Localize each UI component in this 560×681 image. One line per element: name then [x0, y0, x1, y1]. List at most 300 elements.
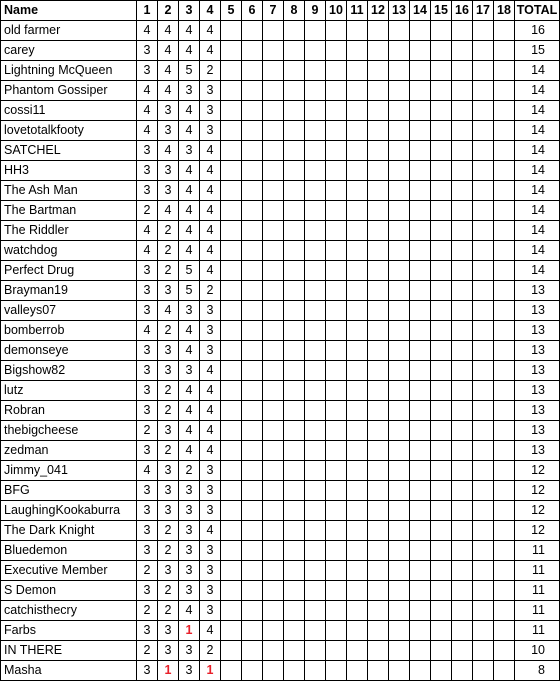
empty-round-cell [431, 201, 452, 221]
empty-round-cell [494, 641, 515, 661]
total-score: 11 [515, 561, 560, 581]
empty-round-cell [284, 341, 305, 361]
total-score: 13 [515, 281, 560, 301]
empty-round-cell [494, 181, 515, 201]
round-score: 4 [179, 101, 200, 121]
empty-round-cell [242, 581, 263, 601]
empty-round-cell [263, 81, 284, 101]
round-score: 4 [179, 601, 200, 621]
empty-round-cell [431, 481, 452, 501]
round-score: 4 [200, 401, 221, 421]
empty-round-cell [431, 181, 452, 201]
empty-round-cell [326, 461, 347, 481]
empty-round-cell [368, 221, 389, 241]
header-round-17: 17 [473, 1, 494, 21]
table-row [1, 421, 560, 441]
empty-round-cell [305, 441, 326, 461]
empty-round-cell [389, 321, 410, 341]
empty-round-cell [326, 221, 347, 241]
total-score: 13 [515, 401, 560, 421]
empty-round-cell [473, 461, 494, 481]
empty-round-cell [242, 241, 263, 261]
empty-round-cell [473, 381, 494, 401]
empty-round-cell [347, 461, 368, 481]
empty-round-cell [221, 421, 242, 441]
empty-round-cell [368, 101, 389, 121]
round-score: 3 [179, 141, 200, 161]
empty-round-cell [389, 61, 410, 81]
empty-round-cell [221, 501, 242, 521]
empty-round-cell [284, 41, 305, 61]
empty-round-cell [347, 481, 368, 501]
empty-round-cell [473, 521, 494, 541]
empty-round-cell [452, 281, 473, 301]
round-score: 2 [137, 601, 158, 621]
empty-round-cell [242, 401, 263, 421]
empty-round-cell [221, 361, 242, 381]
empty-round-cell [326, 61, 347, 81]
empty-round-cell [389, 241, 410, 261]
empty-round-cell [284, 21, 305, 41]
round-score: 2 [158, 521, 179, 541]
table-row [1, 621, 560, 641]
empty-round-cell [305, 621, 326, 641]
round-score: 3 [137, 441, 158, 461]
empty-round-cell [494, 581, 515, 601]
empty-round-cell [473, 61, 494, 81]
table-row [1, 201, 560, 221]
empty-round-cell [242, 481, 263, 501]
empty-round-cell [494, 561, 515, 581]
empty-round-cell [452, 321, 473, 341]
empty-round-cell [452, 441, 473, 461]
round-score: 3 [179, 641, 200, 661]
empty-round-cell [284, 301, 305, 321]
empty-round-cell [305, 381, 326, 401]
round-score: 4 [158, 81, 179, 101]
empty-round-cell [494, 201, 515, 221]
round-score: 3 [200, 541, 221, 561]
empty-round-cell [368, 441, 389, 461]
round-score: 3 [200, 321, 221, 341]
empty-round-cell [326, 341, 347, 361]
table-row [1, 461, 560, 481]
player-name: Robran [1, 401, 137, 421]
total-score: 14 [515, 241, 560, 261]
empty-round-cell [452, 661, 473, 681]
empty-round-cell [494, 81, 515, 101]
empty-round-cell [305, 261, 326, 281]
empty-round-cell [431, 321, 452, 341]
empty-round-cell [452, 481, 473, 501]
player-name: HH3 [1, 161, 137, 181]
round-score: 1 [200, 661, 221, 681]
table-row [1, 261, 560, 281]
round-score: 2 [158, 581, 179, 601]
empty-round-cell [431, 601, 452, 621]
empty-round-cell [389, 601, 410, 621]
empty-round-cell [431, 141, 452, 161]
table-row [1, 221, 560, 241]
empty-round-cell [263, 21, 284, 41]
table-row [1, 121, 560, 141]
empty-round-cell [389, 661, 410, 681]
empty-round-cell [221, 521, 242, 541]
empty-round-cell [347, 401, 368, 421]
empty-round-cell [368, 201, 389, 221]
empty-round-cell [284, 121, 305, 141]
empty-round-cell [473, 361, 494, 381]
empty-round-cell [347, 601, 368, 621]
empty-round-cell [305, 661, 326, 681]
empty-round-cell [410, 21, 431, 41]
empty-round-cell [431, 641, 452, 661]
round-score: 3 [179, 481, 200, 501]
round-score: 3 [137, 501, 158, 521]
empty-round-cell [284, 281, 305, 301]
empty-round-cell [494, 21, 515, 41]
empty-round-cell [347, 41, 368, 61]
round-score: 3 [158, 101, 179, 121]
round-score: 3 [200, 581, 221, 601]
empty-round-cell [242, 121, 263, 141]
empty-round-cell [263, 461, 284, 481]
empty-round-cell [473, 21, 494, 41]
empty-round-cell [221, 81, 242, 101]
table-row [1, 401, 560, 421]
round-score: 3 [200, 461, 221, 481]
table-row [1, 181, 560, 201]
empty-round-cell [221, 321, 242, 341]
empty-round-cell [284, 261, 305, 281]
empty-round-cell [326, 481, 347, 501]
empty-round-cell [326, 241, 347, 261]
empty-round-cell [305, 241, 326, 261]
empty-round-cell [284, 221, 305, 241]
round-score: 4 [179, 41, 200, 61]
empty-round-cell [473, 501, 494, 521]
empty-round-cell [452, 141, 473, 161]
round-score: 3 [137, 281, 158, 301]
round-score: 4 [158, 21, 179, 41]
empty-round-cell [263, 381, 284, 401]
empty-round-cell [494, 381, 515, 401]
empty-round-cell [368, 141, 389, 161]
empty-round-cell [431, 561, 452, 581]
empty-round-cell [347, 121, 368, 141]
empty-round-cell [410, 501, 431, 521]
empty-round-cell [221, 221, 242, 241]
round-score: 4 [200, 421, 221, 441]
empty-round-cell [242, 661, 263, 681]
round-score: 2 [158, 261, 179, 281]
empty-round-cell [389, 641, 410, 661]
header-round-12: 12 [368, 1, 389, 21]
empty-round-cell [242, 641, 263, 661]
empty-round-cell [263, 301, 284, 321]
empty-round-cell [410, 141, 431, 161]
empty-round-cell [431, 241, 452, 261]
player-name: Lightning McQueen [1, 61, 137, 81]
empty-round-cell [221, 581, 242, 601]
empty-round-cell [494, 621, 515, 641]
header-round-9: 9 [305, 1, 326, 21]
empty-round-cell [326, 501, 347, 521]
empty-round-cell [389, 221, 410, 241]
round-score: 4 [200, 441, 221, 461]
empty-round-cell [473, 101, 494, 121]
total-score: 14 [515, 161, 560, 181]
round-score: 3 [158, 341, 179, 361]
empty-round-cell [452, 101, 473, 121]
empty-round-cell [263, 121, 284, 141]
player-name: BFG [1, 481, 137, 501]
empty-round-cell [452, 21, 473, 41]
empty-round-cell [431, 621, 452, 641]
table-row [1, 61, 560, 81]
empty-round-cell [368, 361, 389, 381]
empty-round-cell [347, 261, 368, 281]
empty-round-cell [242, 601, 263, 621]
empty-round-cell [368, 161, 389, 181]
round-score: 3 [137, 261, 158, 281]
round-score: 3 [137, 381, 158, 401]
player-name: The Dark Knight [1, 521, 137, 541]
table-row [1, 601, 560, 621]
empty-round-cell [221, 161, 242, 181]
empty-round-cell [410, 481, 431, 501]
round-score: 3 [158, 121, 179, 141]
empty-round-cell [242, 141, 263, 161]
empty-round-cell [368, 521, 389, 541]
empty-round-cell [347, 301, 368, 321]
empty-round-cell [347, 61, 368, 81]
empty-round-cell [368, 181, 389, 201]
empty-round-cell [326, 41, 347, 61]
empty-round-cell [263, 481, 284, 501]
empty-round-cell [326, 641, 347, 661]
empty-round-cell [305, 21, 326, 41]
round-score: 3 [137, 661, 158, 681]
empty-round-cell [305, 521, 326, 541]
empty-round-cell [431, 301, 452, 321]
empty-round-cell [494, 441, 515, 461]
round-score: 4 [179, 421, 200, 441]
empty-round-cell [284, 81, 305, 101]
round-score: 4 [137, 241, 158, 261]
round-score: 4 [200, 201, 221, 221]
empty-round-cell [347, 521, 368, 541]
round-score: 3 [179, 581, 200, 601]
round-score: 4 [179, 121, 200, 141]
round-score: 4 [137, 101, 158, 121]
empty-round-cell [326, 301, 347, 321]
round-score: 3 [137, 41, 158, 61]
empty-round-cell [221, 621, 242, 641]
empty-round-cell [389, 41, 410, 61]
empty-round-cell [347, 341, 368, 361]
round-score: 3 [200, 601, 221, 621]
total-score: 14 [515, 261, 560, 281]
round-score: 3 [179, 81, 200, 101]
empty-round-cell [242, 261, 263, 281]
total-score: 12 [515, 461, 560, 481]
empty-round-cell [242, 501, 263, 521]
empty-round-cell [410, 641, 431, 661]
total-score: 14 [515, 61, 560, 81]
player-name: Farbs [1, 621, 137, 641]
empty-round-cell [494, 101, 515, 121]
empty-round-cell [473, 641, 494, 661]
player-name: Bluedemon [1, 541, 137, 561]
empty-round-cell [368, 301, 389, 321]
round-score: 2 [158, 321, 179, 341]
empty-round-cell [221, 641, 242, 661]
empty-round-cell [284, 581, 305, 601]
round-score: 4 [179, 441, 200, 461]
empty-round-cell [347, 541, 368, 561]
empty-round-cell [263, 541, 284, 561]
empty-round-cell [410, 81, 431, 101]
empty-round-cell [242, 321, 263, 341]
empty-round-cell [284, 61, 305, 81]
empty-round-cell [452, 241, 473, 261]
empty-round-cell [326, 201, 347, 221]
round-score: 3 [158, 281, 179, 301]
empty-round-cell [494, 141, 515, 161]
empty-round-cell [263, 601, 284, 621]
round-score: 3 [158, 361, 179, 381]
round-score: 4 [200, 181, 221, 201]
total-score: 14 [515, 221, 560, 241]
empty-round-cell [494, 41, 515, 61]
empty-round-cell [284, 601, 305, 621]
empty-round-cell [410, 521, 431, 541]
empty-round-cell [284, 521, 305, 541]
player-name: zedman [1, 441, 137, 461]
empty-round-cell [305, 221, 326, 241]
empty-round-cell [263, 261, 284, 281]
empty-round-cell [473, 661, 494, 681]
empty-round-cell [431, 361, 452, 381]
total-score: 14 [515, 201, 560, 221]
empty-round-cell [263, 181, 284, 201]
empty-round-cell [305, 101, 326, 121]
header-round-1: 1 [137, 1, 158, 21]
table-row [1, 301, 560, 321]
empty-round-cell [305, 361, 326, 381]
round-score: 1 [179, 621, 200, 641]
round-score: 4 [179, 381, 200, 401]
empty-round-cell [347, 561, 368, 581]
empty-round-cell [473, 601, 494, 621]
empty-round-cell [242, 341, 263, 361]
empty-round-cell [263, 641, 284, 661]
empty-round-cell [284, 401, 305, 421]
table-row [1, 361, 560, 381]
empty-round-cell [431, 501, 452, 521]
empty-round-cell [473, 161, 494, 181]
empty-round-cell [347, 581, 368, 601]
empty-round-cell [326, 521, 347, 541]
table-row [1, 21, 560, 41]
round-score: 4 [200, 621, 221, 641]
round-score: 3 [158, 461, 179, 481]
round-score: 2 [137, 201, 158, 221]
empty-round-cell [368, 381, 389, 401]
empty-round-cell [221, 201, 242, 221]
empty-round-cell [368, 81, 389, 101]
empty-round-cell [242, 621, 263, 641]
player-name: SATCHEL [1, 141, 137, 161]
empty-round-cell [494, 341, 515, 361]
empty-round-cell [368, 501, 389, 521]
total-score: 13 [515, 321, 560, 341]
empty-round-cell [284, 321, 305, 341]
empty-round-cell [494, 421, 515, 441]
empty-round-cell [389, 201, 410, 221]
empty-round-cell [473, 41, 494, 61]
table-row [1, 521, 560, 541]
player-name: Brayman19 [1, 281, 137, 301]
empty-round-cell [221, 121, 242, 141]
empty-round-cell [284, 241, 305, 261]
empty-round-cell [473, 621, 494, 641]
empty-round-cell [410, 341, 431, 361]
empty-round-cell [326, 601, 347, 621]
table-row [1, 561, 560, 581]
round-score: 3 [200, 501, 221, 521]
round-score: 4 [179, 321, 200, 341]
empty-round-cell [473, 301, 494, 321]
empty-round-cell [221, 601, 242, 621]
empty-round-cell [368, 561, 389, 581]
round-score: 4 [200, 141, 221, 161]
empty-round-cell [473, 141, 494, 161]
empty-round-cell [305, 181, 326, 201]
empty-round-cell [242, 21, 263, 41]
empty-round-cell [410, 621, 431, 641]
empty-round-cell [326, 381, 347, 401]
round-score: 2 [158, 381, 179, 401]
empty-round-cell [221, 541, 242, 561]
empty-round-cell [305, 321, 326, 341]
round-score: 3 [137, 521, 158, 541]
empty-round-cell [326, 581, 347, 601]
round-score: 2 [158, 601, 179, 621]
round-score: 2 [158, 541, 179, 561]
empty-round-cell [284, 661, 305, 681]
empty-round-cell [452, 261, 473, 281]
empty-round-cell [389, 441, 410, 461]
table-row [1, 381, 560, 401]
round-score: 5 [179, 261, 200, 281]
empty-round-cell [494, 61, 515, 81]
empty-round-cell [410, 121, 431, 141]
empty-round-cell [452, 361, 473, 381]
empty-round-cell [326, 621, 347, 641]
empty-round-cell [305, 481, 326, 501]
empty-round-cell [410, 601, 431, 621]
empty-round-cell [347, 241, 368, 261]
empty-round-cell [473, 401, 494, 421]
empty-round-cell [494, 121, 515, 141]
empty-round-cell [473, 121, 494, 141]
round-score: 4 [179, 241, 200, 261]
empty-round-cell [347, 621, 368, 641]
round-score: 4 [158, 41, 179, 61]
empty-round-cell [431, 101, 452, 121]
